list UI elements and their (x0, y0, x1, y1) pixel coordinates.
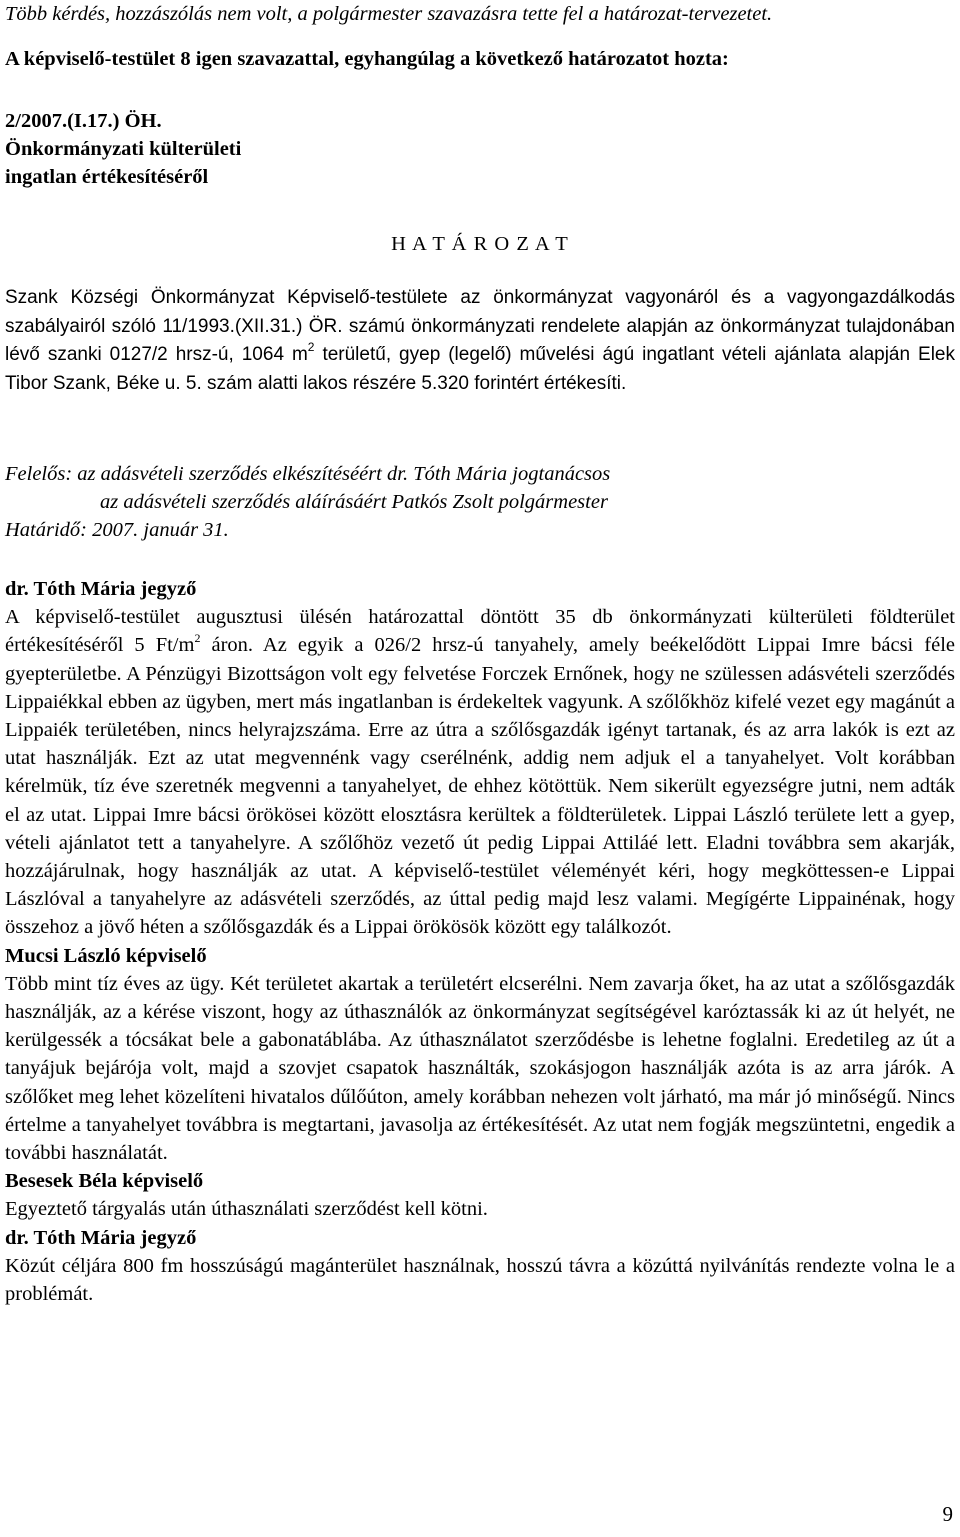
speaker-statement: Egyeztető tárgyalás után úthasználati szerződést kell kötni. (5, 1198, 488, 1221)
statement-text-end: áron. Az egyik a 026/2 hrsz-ú tanyahely, amely beékelődött Lippai Imre bácsi féle gyepterületbe. A Pénzügyi Bizottságon volt egy felvetése Forczek Ernőnek, hogy ne szülessen adásvételi szerződés Lippaiékkal ebben az ügyben, mert más ingatlanban is érdekeltek vagyunk. A szőlőkhöz kifelé vezet egy magánút a Lippaiék területében, nincs helyrajzszáma. Erre az útra a szőlősgazdák igényt tartanak, és az arra lakók is ezt az utat használják. Ezt az utat megvennénk vagy cserélnénk, addig nem adjuk el a tanyahelyet. Volt korábban kérelmük, tíz éve szeretnék megvenni a tanyahelyet, de ehhez kötöttük. Nem sikerült egyezségre jutni, nem adták el az utat. Lippai Imre bácsi örökösei között elosztásra kerültek a földterületek. Lippai László területe lett a gyep, vételi ajánlatot tett a tanyahelyre. A szőlőhöz vezető út pedig Lippai Attiláé lett. Eladni továbbra sem akarják, hozzájárulnak, hogy használják az utat. A képviselő-testület véleményét kéri, hogy megköttessen-e Lippai Lászlóval a tanyahelyre az adásvételi szerződés, az úttal pedig majd lesz valami. Megígérte Lippainénak, hogy összehoz a jövő héten a szőlősgazdák és a Lippai örökösök között egy találkozót. (5, 634, 955, 939)
resolution-subject-line-1: Önkormányzati külterületi (5, 138, 242, 161)
statement-text: A képviselő-testület augusztusi ülésén határozattal döntött 35 db önkormányzati külterületi földterület értékesítéséről 5 Ft/m (5, 606, 955, 657)
resolution-body-superscript: 2 (307, 340, 315, 355)
minutes-body (5, 575, 955, 1308)
resolution-body-text: Szank Községi Önkormányzat Képviselő-testülete az önkormányzat vagyonáról és a vagyongazdálkodás szabályairól szóló 11/1993.(XII.31.) ÖR. számú önkormányzati rendelete alapján az önkormányzat tulajdonában lévő szanki 0127/2 hrsz-ú, 1064 m (5, 287, 955, 366)
resolution-responsibility (5, 460, 955, 545)
resolution-number: 2/2007.(I.17.) ÖH. (5, 110, 162, 132)
page-number: 9 (942, 1502, 953, 1526)
speaker-statement (5, 603, 955, 941)
speaker-name: dr. Tóth Mária jegyző (5, 1226, 197, 1249)
resolution-heading: H A T Á R O Z A T (391, 233, 569, 255)
speaker-statement: Több mint tíz éves az ügy. Két területet akartak a területért elcserélni. Nem zavarja őket, ha az utat a szőlősgazdák használják, az a kérése viszont, hogy az úthasználók az önkormányzat segítségével karóztassák ki az út helyét, ne kerülgessék a tócsákat bele a gabonatáblába. Az úthasználatot szerződésbe is lehetne foglalni. Eredetileg az út a tanyájuk bejárója volt, majd a szovjet csapatok használták, szokásjogon használják azóta is az arra járók. A szőlőket meg lehet közelíteni hivatalos dűlőúton, amely korábban nehezen volt járható, ma már jó minőségű. Nincs értelme a tanyahelyet továbbra is megtartani, javasolja az értékesítését. Az utat nem fogják megszüntetni, engedik a további használatát. (5, 972, 955, 1165)
responsible-line-2: az adásvételi szerződés aláírásáért Patkós Zsolt polgármester (100, 491, 608, 514)
speaker-name: Mucsi László képviselő (5, 944, 207, 967)
deadline: Határidő: 2007. január 31. (5, 519, 229, 542)
statement-superscript: 2 (194, 631, 201, 646)
intro-line-1: Több kérdés, hozzászólás nem volt, a polgármester szavazásra tette fel a határozat-tervezetet. (5, 3, 773, 25)
resolution-header (5, 107, 241, 192)
resolution-body-text-end: területű, gyep (legelő) művelési ágú ingatlant vételi ajánlata alapján Elek Tibor Szank, Béke u. 5. szám alatti lakos részére 5.320 forintért értékesíti. (5, 344, 955, 394)
speaker-statement: Közút céljára 800 fm hosszúságú magánterület használnak, hosszú távra a közúttá nyilvánítás rendezte volna le a problémát. (5, 1254, 955, 1306)
intro-line-2: A képviselő-testület 8 igen szavazattal, egyhangúlag a következő határozatot hozta: (5, 48, 729, 70)
speaker-name: Besesek Béla képviselő (5, 1170, 204, 1193)
responsible-line-1: Felelős: az adásvételi szerződés elkészítéséért dr. Tóth Mária jogtanácsos (5, 463, 611, 485)
resolution-body (5, 284, 955, 398)
speaker-name: dr. Tóth Mária jegyző (5, 578, 197, 600)
resolution-subject-line-2: ingatlan értékesítéséről (5, 166, 209, 189)
